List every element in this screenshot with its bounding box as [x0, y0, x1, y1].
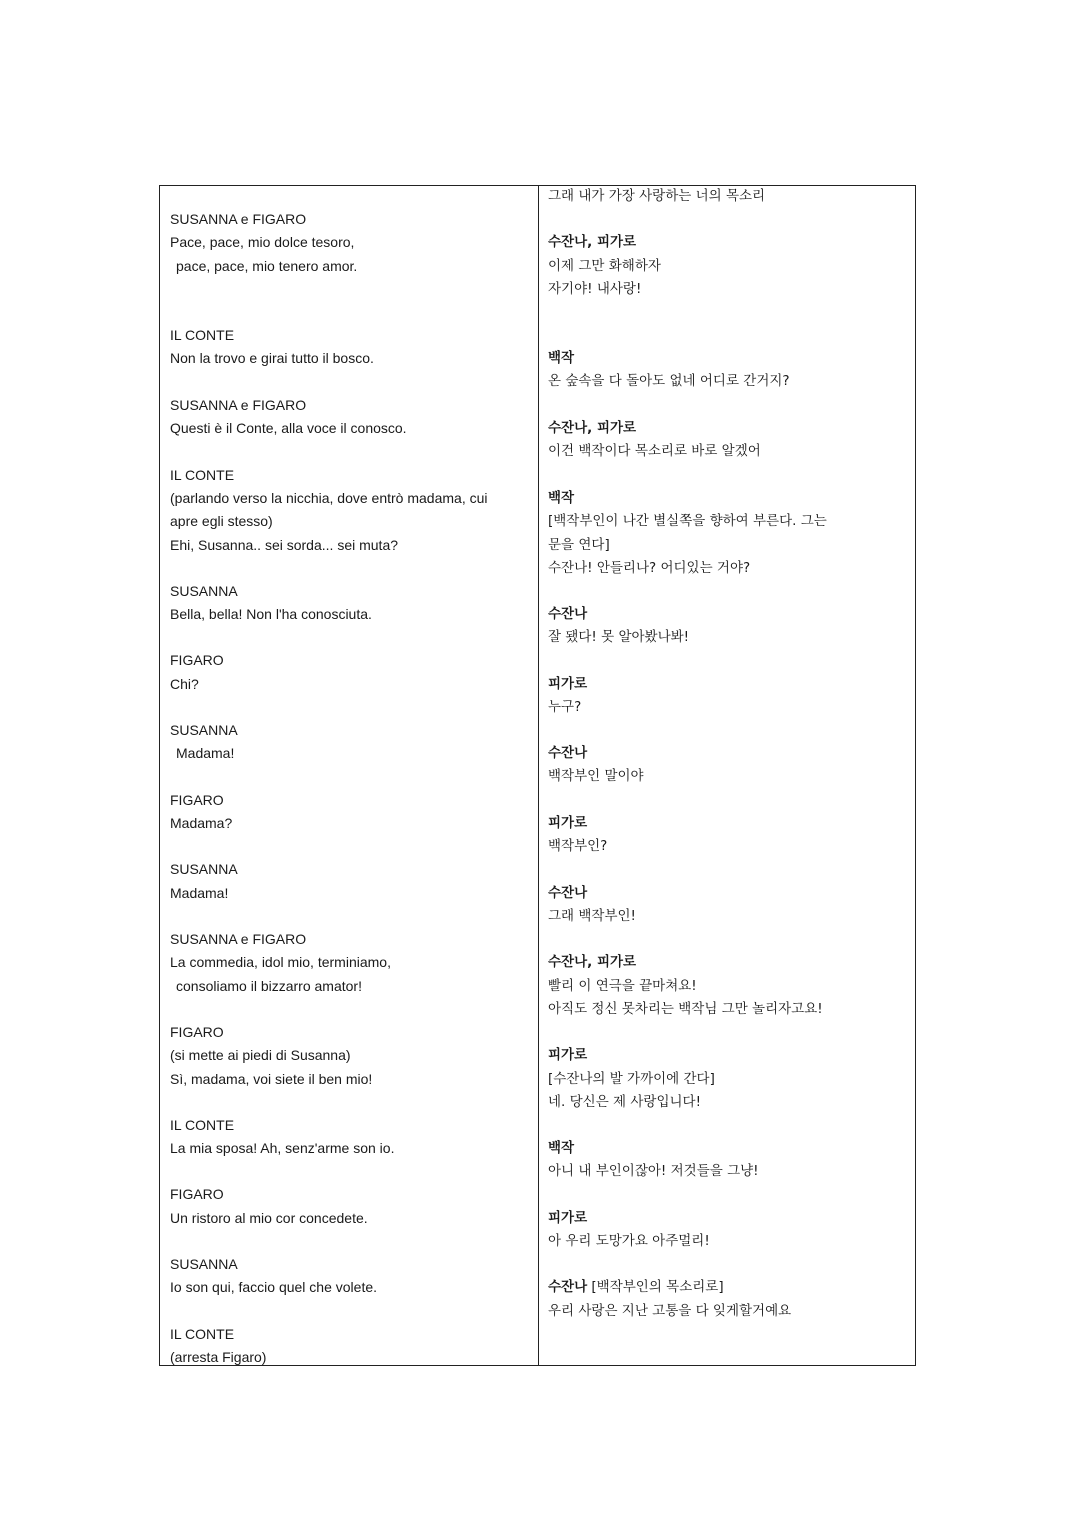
korean-line: 아니 내 부인이잖아! 저것들을 그냥!: [548, 1163, 759, 1179]
italian-line: SUSANNA: [170, 722, 238, 738]
korean-line: 자기야! 내사랑!: [548, 281, 642, 297]
stage-direction: [백작부인의 목소리로]: [587, 1279, 724, 1295]
italian-line: SUSANNA: [170, 1256, 238, 1272]
korean-line: [백작부인이 나간 별실쪽을 향하여 부른다. 그는: [548, 513, 827, 529]
italian-line: Pace, pace, mio dolce tesoro,: [170, 234, 355, 250]
italian-line: FIGARO: [170, 1186, 224, 1202]
korean-line: 온 숲속을 다 돌아도 없네 어디로 간거지?: [548, 373, 790, 389]
italian-line: (parlando verso la nicchia, dove entrò madama, cui: [170, 490, 488, 506]
korean-line: [548, 1278, 724, 1296]
italian-line: Questi è il Conte, alla voce il conosco.: [170, 420, 407, 436]
korean-line: 수잔나! 안들리나? 어디있는 거야?: [548, 560, 751, 576]
italian-line: SUSANNA e FIGARO: [170, 397, 307, 413]
korean-line: 네. 당신은 제 사랑입니다!: [548, 1094, 701, 1110]
korean-line: 아 우리 도망가요 아주멀리!: [548, 1233, 710, 1249]
italian-line: Sì, madama, voi siete il ben mio!: [170, 1071, 373, 1087]
italian-line: (arresta Figaro): [170, 1349, 267, 1365]
korean-line: 문을 연다]: [548, 537, 610, 553]
korean-line: 누구?: [548, 699, 582, 715]
italian-line: La commedia, idol mio, terminiamo,: [170, 954, 391, 970]
italian-line: IL CONTE: [170, 1117, 235, 1133]
korean-line: 백작: [548, 350, 575, 366]
italian-line: SUSANNA e FIGARO: [170, 211, 307, 227]
italian-line: Ehi, Susanna.. sei sorda... sei muta?: [170, 537, 399, 553]
korean-line: 잘 됐다! 못 알아봤나봐!: [548, 629, 690, 645]
korean-line: 수잔나, 피가로: [548, 954, 637, 970]
italian-line: Madama!: [176, 745, 235, 761]
korean-line: 수잔나, 피가로: [548, 420, 637, 436]
korean-line: 피가로: [548, 815, 588, 831]
italian-line: Madama!: [170, 885, 229, 901]
korean-line: 백작부인?: [548, 838, 608, 854]
speaker-label: 수잔나: [548, 1279, 588, 1295]
italian-line: FIGARO: [170, 792, 224, 808]
italian-line: IL CONTE: [170, 467, 235, 483]
korean-line: 수잔나: [548, 885, 588, 901]
korean-line: 수잔나: [548, 606, 588, 622]
italian-line: SUSANNA e FIGARO: [170, 931, 307, 947]
korean-line: 백작: [548, 490, 575, 506]
italian-line: Un ristoro al mio cor concedete.: [170, 1210, 368, 1226]
italian-line: IL CONTE: [170, 327, 235, 343]
italian-line: Madama?: [170, 815, 233, 831]
korean-line: 아직도 정신 못차리는 백작님 그만 놀리자고요!: [548, 1001, 823, 1017]
korean-line: 우리 사랑은 지난 고통을 다 잊게할거예요: [548, 1303, 792, 1319]
korean-line: 피가로: [548, 1047, 588, 1063]
korean-line: 이제 그만 화해하자: [548, 258, 661, 274]
korean-line: 수잔나: [548, 745, 588, 761]
italian-line: Io son qui, faccio quel che volete.: [170, 1279, 378, 1295]
korean-line: 그래 내가 가장 사랑하는 너의 목소리: [548, 188, 766, 204]
korean-line: 수잔나, 피가로: [548, 234, 637, 250]
italian-line: FIGARO: [170, 652, 224, 668]
libretto-table: [159, 185, 916, 1366]
italian-line: IL CONTE: [170, 1326, 235, 1342]
italian-line: SUSANNA: [170, 861, 238, 877]
korean-line: 피가로: [548, 1210, 588, 1226]
korean-line: 백작: [548, 1140, 575, 1156]
italian-line: Chi?: [170, 676, 199, 692]
italian-line: SUSANNA: [170, 583, 238, 599]
italian-line: apre egli stesso): [170, 513, 273, 529]
italian-line: pace, pace, mio tenero amor.: [176, 258, 358, 274]
korean-line: 그래 백작부인!: [548, 908, 636, 924]
korean-line: 빨리 이 연극을 끝마쳐요!: [548, 978, 697, 994]
column-divider: [538, 186, 539, 1365]
italian-line: consoliamo il bizzarro amator!: [176, 978, 362, 994]
korean-line: 백작부인 말이야: [548, 768, 644, 784]
italian-line: Bella, bella! Non l'ha conosciuta.: [170, 606, 372, 622]
italian-line: (si mette ai piedi di Susanna): [170, 1047, 351, 1063]
italian-line: La mia sposa! Ah, senz'arme son io.: [170, 1140, 395, 1156]
korean-line: 피가로: [548, 676, 588, 692]
korean-line: 이건 백작이다 목소리로 바로 알겠어: [548, 443, 761, 459]
italian-line: Non la trovo e girai tutto il bosco.: [170, 350, 374, 366]
korean-line: [수잔나의 발 가까이에 간다]: [548, 1071, 715, 1087]
italian-line: FIGARO: [170, 1024, 224, 1040]
